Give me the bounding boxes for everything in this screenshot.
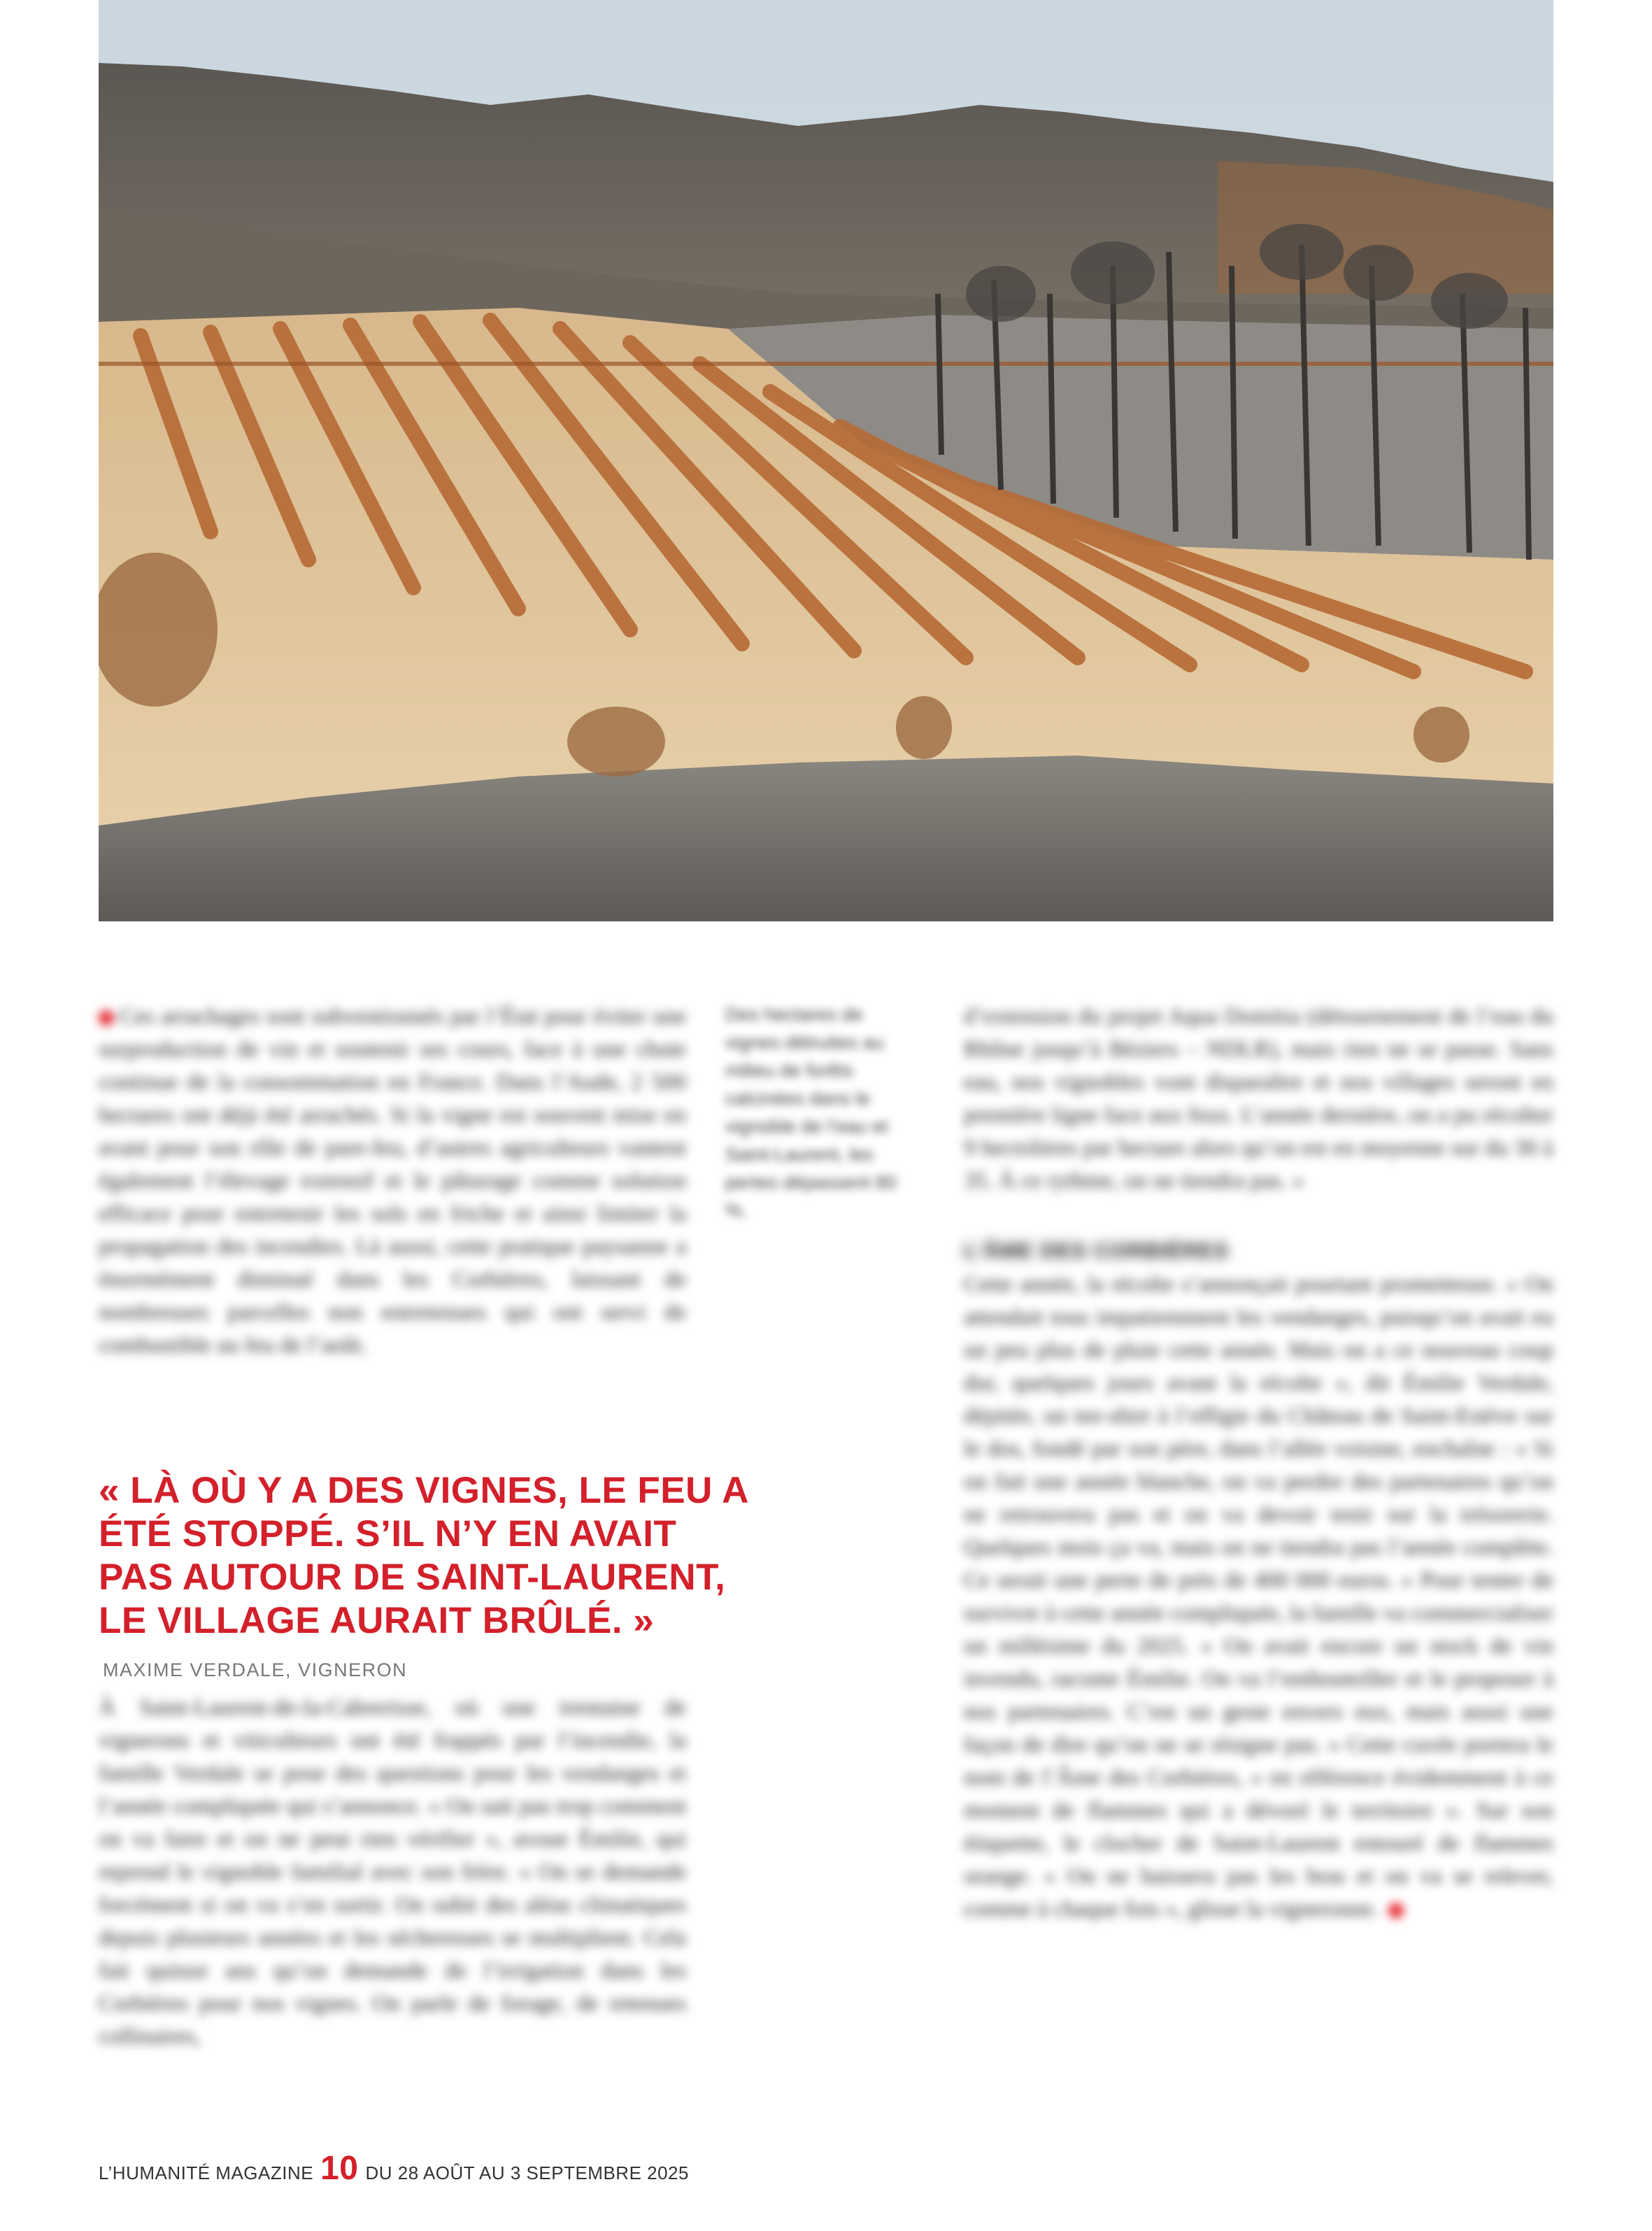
footer-date-range: DU 28 AOÛT AU 3 SEPTEMBRE 2025 <box>365 2162 689 2183</box>
pull-quote <box>99 1469 749 1692</box>
pull-quote-author: MAXIME VERDALE, VIGNERON <box>103 1659 408 1680</box>
right-column-bottom-text <box>964 1268 1553 1926</box>
right-column-bottom-body: Cette année, la récolte s’annonçait pourtant prometteuse. « On attendait tous impatiemment les vendanges, puisqu’on avait eu un peu plus de pluie cette année. Mais on a ce nouveau coup dur, quelques jours avant la récolte », dit Émilie Verdale, dépitée, un tee-shirt à l’effigie du Château de Saint-Estève sur le dos, fondé par son père, dans l’allée voisine, enchaîne : « Si on fait une année blanche, on va perdre des partenaires qu’on ne retrouvera pas et on va devoir tenir sur la trésorerie. Quelques mois ça va, mais on ne tiendra pas l’année complète. Ce serait une perte de près de 400 000 euros. » Pour tenter de survivre à cette année compliquée, la famille va commercialiser un millésime du 2025. « On avait encore un stock de vin invendu, raconte Émilie. On va l’embouteiller et le proposer à nos partenaires. C’est un geste envers eux, mais aussi une façon de dire qu’on ne se résigne pas. » Cette cuvée portera le nom de l’Âme des Corbières, « en référence évidemment à ce moment de flammes qui a dévoré le territoire ». Sur son étiquette, le clocher de Saint-Laurent entouré de flammes orange. « On ne baissera pas les bras et on va se relever, comme à chaque fois », glisse la vigneronne. <box>964 1272 1553 1922</box>
pull-quote-text: « LÀ OÙ Y A DES VIGNES, LE FEU A ÉTÉ STOPPÉ. S’IL N’Y EN AVAIT PAS AUTOUR DE SAINT-LAURENT, LE VILLAGE AURAIT BRÛLÉ. » <box>99 1470 748 1641</box>
article-start-marker-icon <box>99 1010 114 1026</box>
article-subhead: L’ÂME DES CORBIÈRES <box>964 1238 1229 1263</box>
article-right-top <box>964 1000 1553 1926</box>
article-left-bottom <box>99 1692 686 2053</box>
footer-publication: L’HUMANITÉ MAGAZINE <box>99 2162 314 2183</box>
article-end-marker-icon <box>1388 1903 1404 1918</box>
left-column-top-text: Ces arrachages sont subventionnés par l’État pour éviter une surproduction de vin et soutenir ses cours, face à une chute continue de la consommation en France. Dans l’Aude, 2 500 hectares ont déjà été arrachés. Si la vigne est souvent mise en avant pour son rôle de pare-feu, d’autres agriculteurs vantent également l’élevage extensif et le pâturage comme solution efficace pour entretenir les sols en friche et ainsi limiter la propagation des incendies. Là aussi, cette pratique paysanne a énormément diminué dans les Corbières, laissant de nombreuses parcelles non entretenues qui ont servi de combustible au feu de l’août. <box>99 1004 686 1358</box>
left-column-bottom-text: À Saint-Laurent-de-la-Cabrerisse, où une trentaine de vignerons et viticulteurs ont été frappés par l’incendie, la famille Verdale se pose des questions pour les vendanges et l’année compliquée qui s’annonce. « On sait pas trop comment on va faire et on ne peut rien vérifier », avoue Émilie, qui reprend le vignoble familial avec son frère. « On se demande forcément si on va s’en sortir. On subit des aléas climatiques depuis plusieurs années et les sécheresses se multiplient. Cela fait quinze ans qu’on demande de l’irrigation dans les Corbières pour nos vignes. On parle de forage, de retenues collinaires, <box>99 1695 686 2049</box>
footer-page-number: 10 <box>320 2150 359 2187</box>
photo-caption: Des hectares de vignes détruites au milieu de forêts calcinées dans le vignoble de l’eau et Saint-Laurent, les pertes dépassent 80 %. <box>725 1004 897 1221</box>
vineyard-burnt-landscape-photo <box>99 0 1553 921</box>
vineyard-photo <box>99 0 1553 921</box>
page-footer <box>99 2152 689 2194</box>
article-left-top <box>99 1000 686 1362</box>
right-column-top-text: d’extension du projet Aqua Domitia (détournement de l’eau du Rhône jusqu’à Béziers – NDLR), mais rien ne se passe. Sans eau, nos vignobles vont disparaître et nos villages seront en première ligne face aux feux. L’année dernière, on a pu récolter 9 hectolitres par hectare alors qu’on est en moyenne sur du 30 à 35. À ce rythme, on ne tiendra pas. » <box>964 1004 1553 1194</box>
